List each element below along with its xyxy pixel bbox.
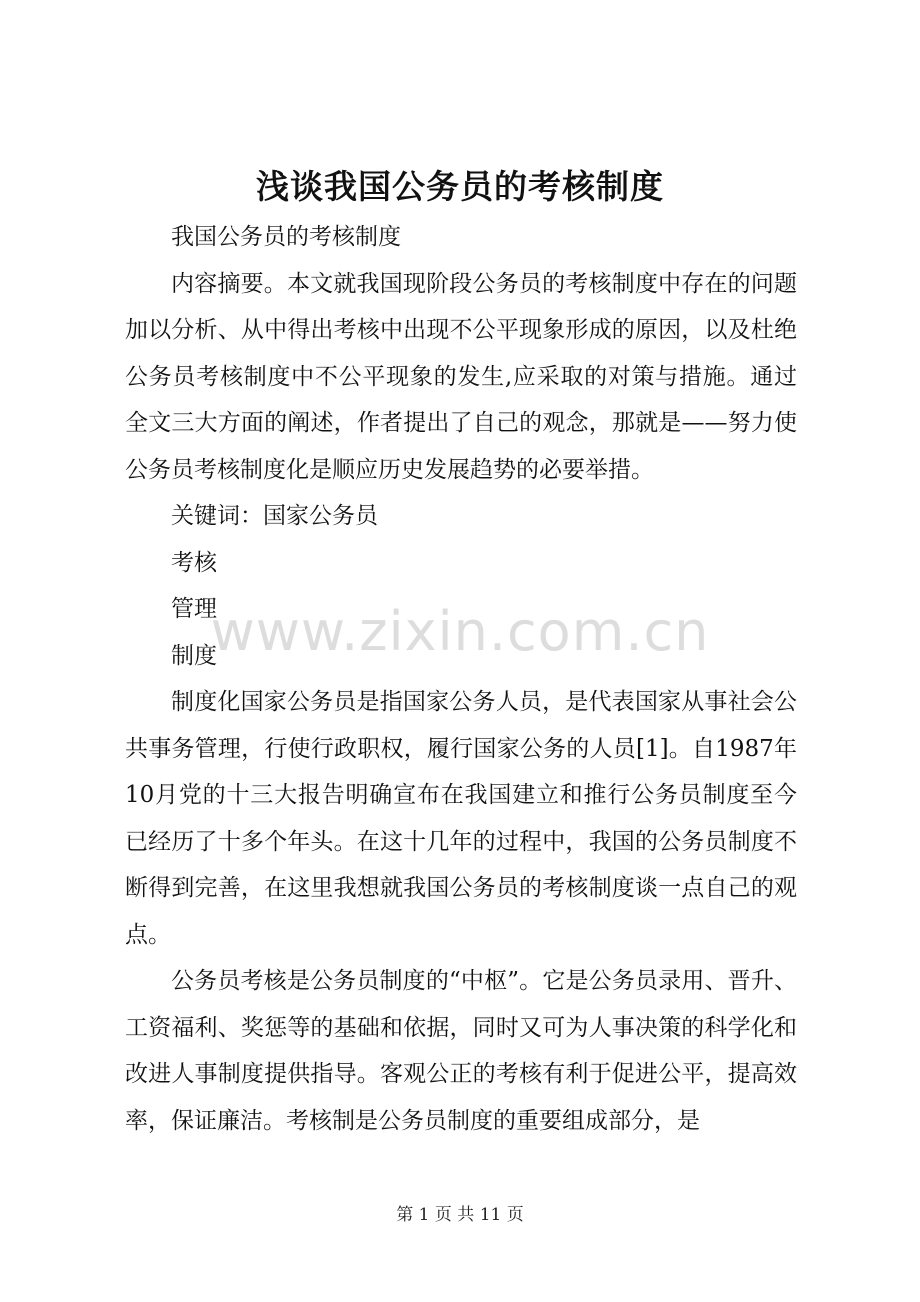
watermark: www.zixin.com.cn [210,600,710,663]
paragraph-abstract: 内容摘要。本文就我国现阶段公务员的考核制度中存在的问题加以分析、从中得出考核中出现不公平现象形成的原因，以及杜绝公务员考核制度中不公平现象的发生,应采取的对策与措施。通过全文三大方面的阐述，作者提出了自己的观念，那就是——努力使公务员考核制度化是顺应历史发展趋势的必要举措。 [125,270,797,483]
paragraph-keyword-4: 制度 [171,642,217,669]
document-title: 浅谈我国公务员的考核制度 [256,167,664,206]
paragraph-keyword-2: 考核 [171,549,217,576]
paragraph-keyword-3: 管理 [171,596,217,622]
document-body [125,214,797,1144]
page-footer: 第 1 页 共 11 页 [396,1205,524,1225]
paragraph-keywords: 关键词：国家公务员 [171,503,378,529]
paragraph-intro: 制度化国家公务员是指国家公务人员，是代表国家从事社会公共事务管理，行使行政职权，履行国家公务的人员[1]。自1987年10月党的十三大报告明确宣布在我国建立和推行公务员制度至今已经历了十多个年头。在这十几年的过程中，我国的公务员制度不断得到完善，在这里我想就我国公务员的考核制度谈一点自己的观点。 [125,689,797,948]
paragraph-subtitle: 我国公务员的考核制度 [171,224,401,250]
paragraph-assessment: 公务员考核是公务员制度的“中枢”。它是公务员录用、晋升、工资福利、奖惩等的基础和依据，同时又可为人事决策的科学化和改进人事制度提供指导。客观公正的考核有利于促进公平，提高效率，保证廉洁。考核制是公务员制度的重要组成部分，是 [125,968,797,1134]
